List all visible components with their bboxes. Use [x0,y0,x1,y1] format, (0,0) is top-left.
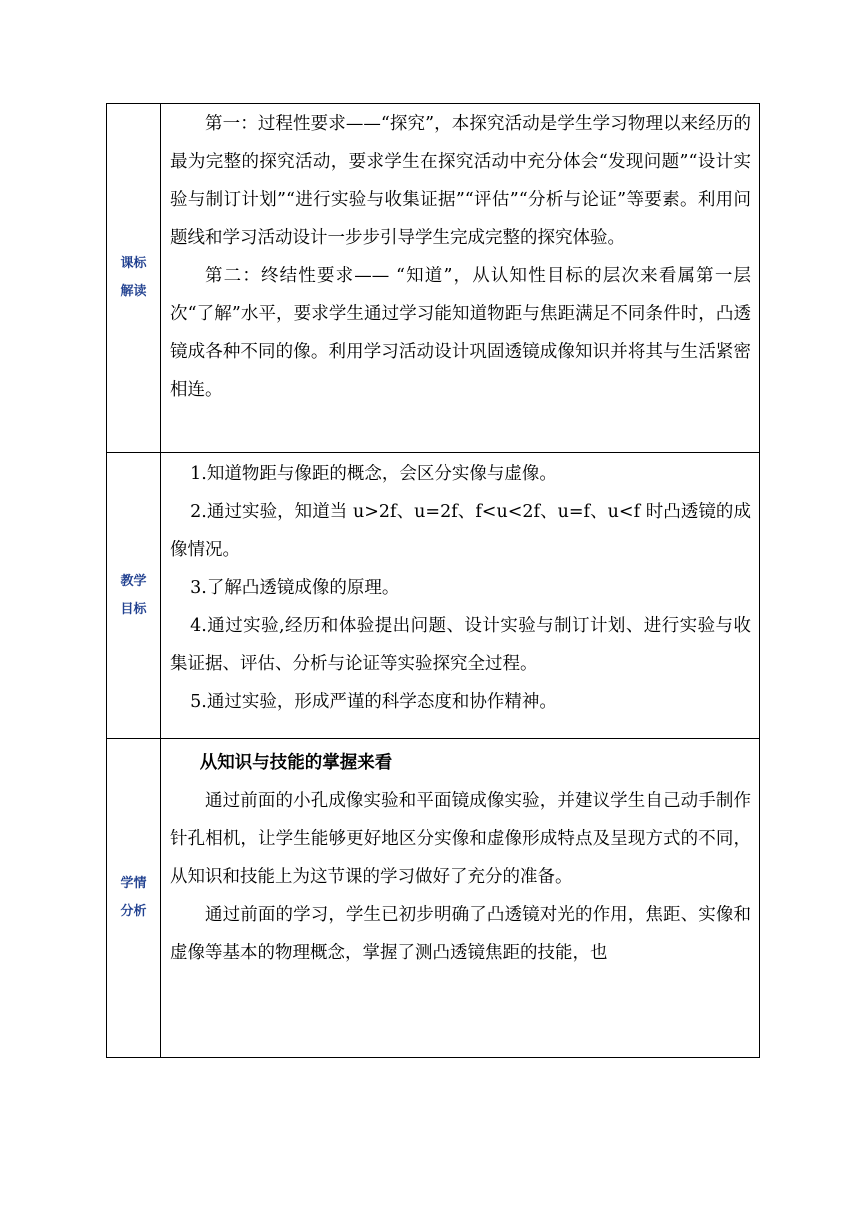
row-label-line: 教学 [120,573,147,589]
paragraph: 通过前面的学习，学生已初步明确了凸透镜对光的作用，焦距、实像和虚像等基本的物理概念，掌握了测凸透镜焦距的技能，也 [170,905,751,963]
paragraph: 第一：过程性要求——“探究”，本探究活动是学生学习物理以来经历的最为完整的探究活动，要求学生在探究活动中充分体会“发现问题”“设计实验与制订计划”“进行实验与收集证据”“评估”“分析与论证”等要素。利用问题线和学习活动设计一步步引导学生完成完整的探究体验。 [170,114,751,248]
row-label-line: 分析 [120,904,147,919]
row-label-line: 目标 [120,601,147,617]
row-label-analysis [107,739,161,1058]
list-item: 5.通过实验，形成严谨的科学态度和协作精神。 [190,692,557,712]
list-item: 1.知道物距与像距的概念，会区分实像与虚像。 [190,464,557,484]
list-item: 3.了解凸透镜成像的原理。 [190,578,400,598]
paragraph: 通过前面的小孔成像实验和平面镜成像实验，并建议学生自己动手制作针孔相机，让学生能够更好地区分实像和虚像形成特点及呈现方式的不同，从知识和技能上为这节课的学习做好了充分的准备。 [170,791,751,887]
row-label-line: 课标 [120,256,147,271]
row-content-standards [161,104,760,453]
row-content-objectives [161,453,760,739]
row-label-line: 解读 [120,284,147,299]
table-row-standards [107,104,760,453]
table-row-analysis [107,739,760,1058]
section-heading: 从知识与技能的掌握来看 [199,753,393,773]
list-item: 4.通过实验,经历和体验提出问题、设计实验与制订计划、进行实验与收集证据、评估、分析与论证等实验探究全过程。 [170,616,751,674]
lesson-plan-table [106,103,760,1058]
row-content-analysis [161,739,760,1058]
row-label-line: 学情 [120,876,147,891]
table-row-objectives [107,453,760,739]
list-item: 2.通过实验，知道当 u>2f、u=2f、f<u<2f、u=f、u<f 时凸透镜的成像情况。 [170,502,751,560]
row-label-standards [107,104,161,453]
row-label-objectives [107,453,161,739]
paragraph: 第二：终结性要求—— “知道”，从认知性目标的层次来看属第一层次“了解”水平，要求学生通过学习能知道物距与焦距满足不同条件时，凸透镜成各种不同的像。利用学习活动设计巩固透镜成像知识并将其与生活紧密相连。 [170,266,751,400]
